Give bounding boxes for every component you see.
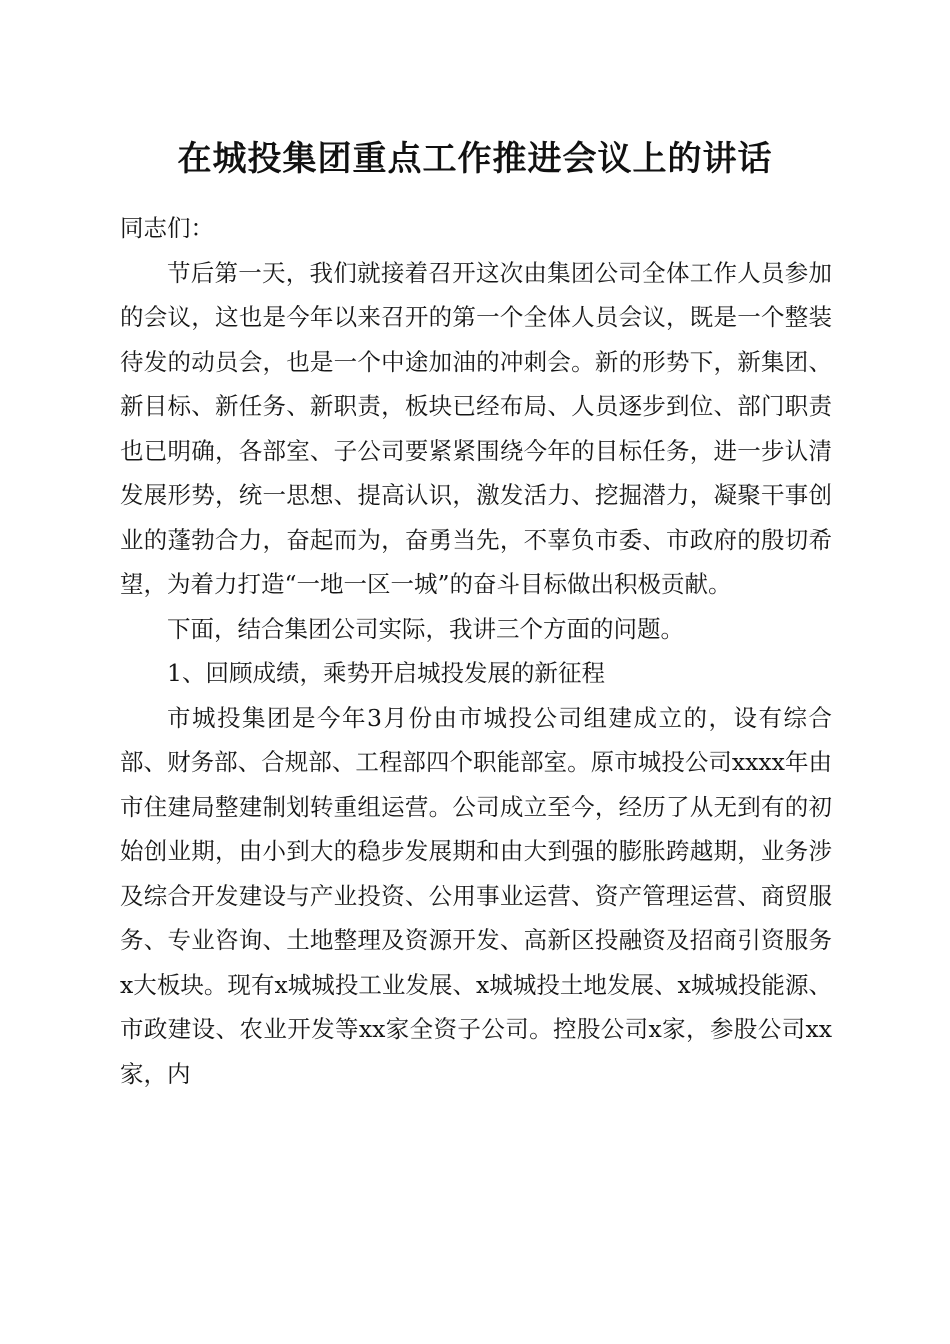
document-title: 在城投集团重点工作推进会议上的讲话 bbox=[177, 139, 773, 179]
paragraph-section-1: 市城投集团是今年3月份由市城投公司组建成立的，设有综合部、财务部、合规部、工程部四个职能部室。原市城投公司xxxx年由市住建局整建制划转重组运营。公司成立至今，经历了从无到有的初始创业期，由小到大的稳步发展期和由大到强的膨胀跨越期，业务涉及综合开发建设与产业投资、公用事业运营、资产管理运营、商贸服务、专业咨询、土地整理及资源开发、高新区投融资及招商引资服务x大板块。现有x城城投工业发展、x城城投土地发展、x城城投能源、市政建设、农业开发等xx家全资子公司。控股公司x家，参股公司xx家，内 bbox=[120, 703, 832, 1088]
section-heading-1: 1、回顾成绩，乘势开启城投发展的新征程 bbox=[167, 659, 605, 687]
paragraph-opening: 节后第一天，我们就接着召开这次由集团公司全体工作人员参加的会议，这也是今年以来召开的第一个全体人员会议，既是一个整装待发的动员会，也是一个中途加油的冲刺会。新的形势下，新集团、新目标、新任务、新职责，板块已经布局、人员逐步到位、部门职责也已明确，各部室、子公司要紧紧围绕今年的目标任务，进一步认清发展形势，统一思想、提高认识，激发活力、挖掘潜力，凝聚干事创业的蓬勃合力，奋起而为，奋勇当先，不辜负市委、市政府的殷切希望，为着力打造“一地一区一城”的奋斗目标做出积极贡献。 bbox=[120, 258, 832, 598]
paragraph-intro: 下面，结合集团公司实际，我讲三个方面的问题。 bbox=[167, 614, 684, 643]
document-body bbox=[120, 206, 832, 1096]
greeting: 同志们： bbox=[120, 214, 214, 242]
